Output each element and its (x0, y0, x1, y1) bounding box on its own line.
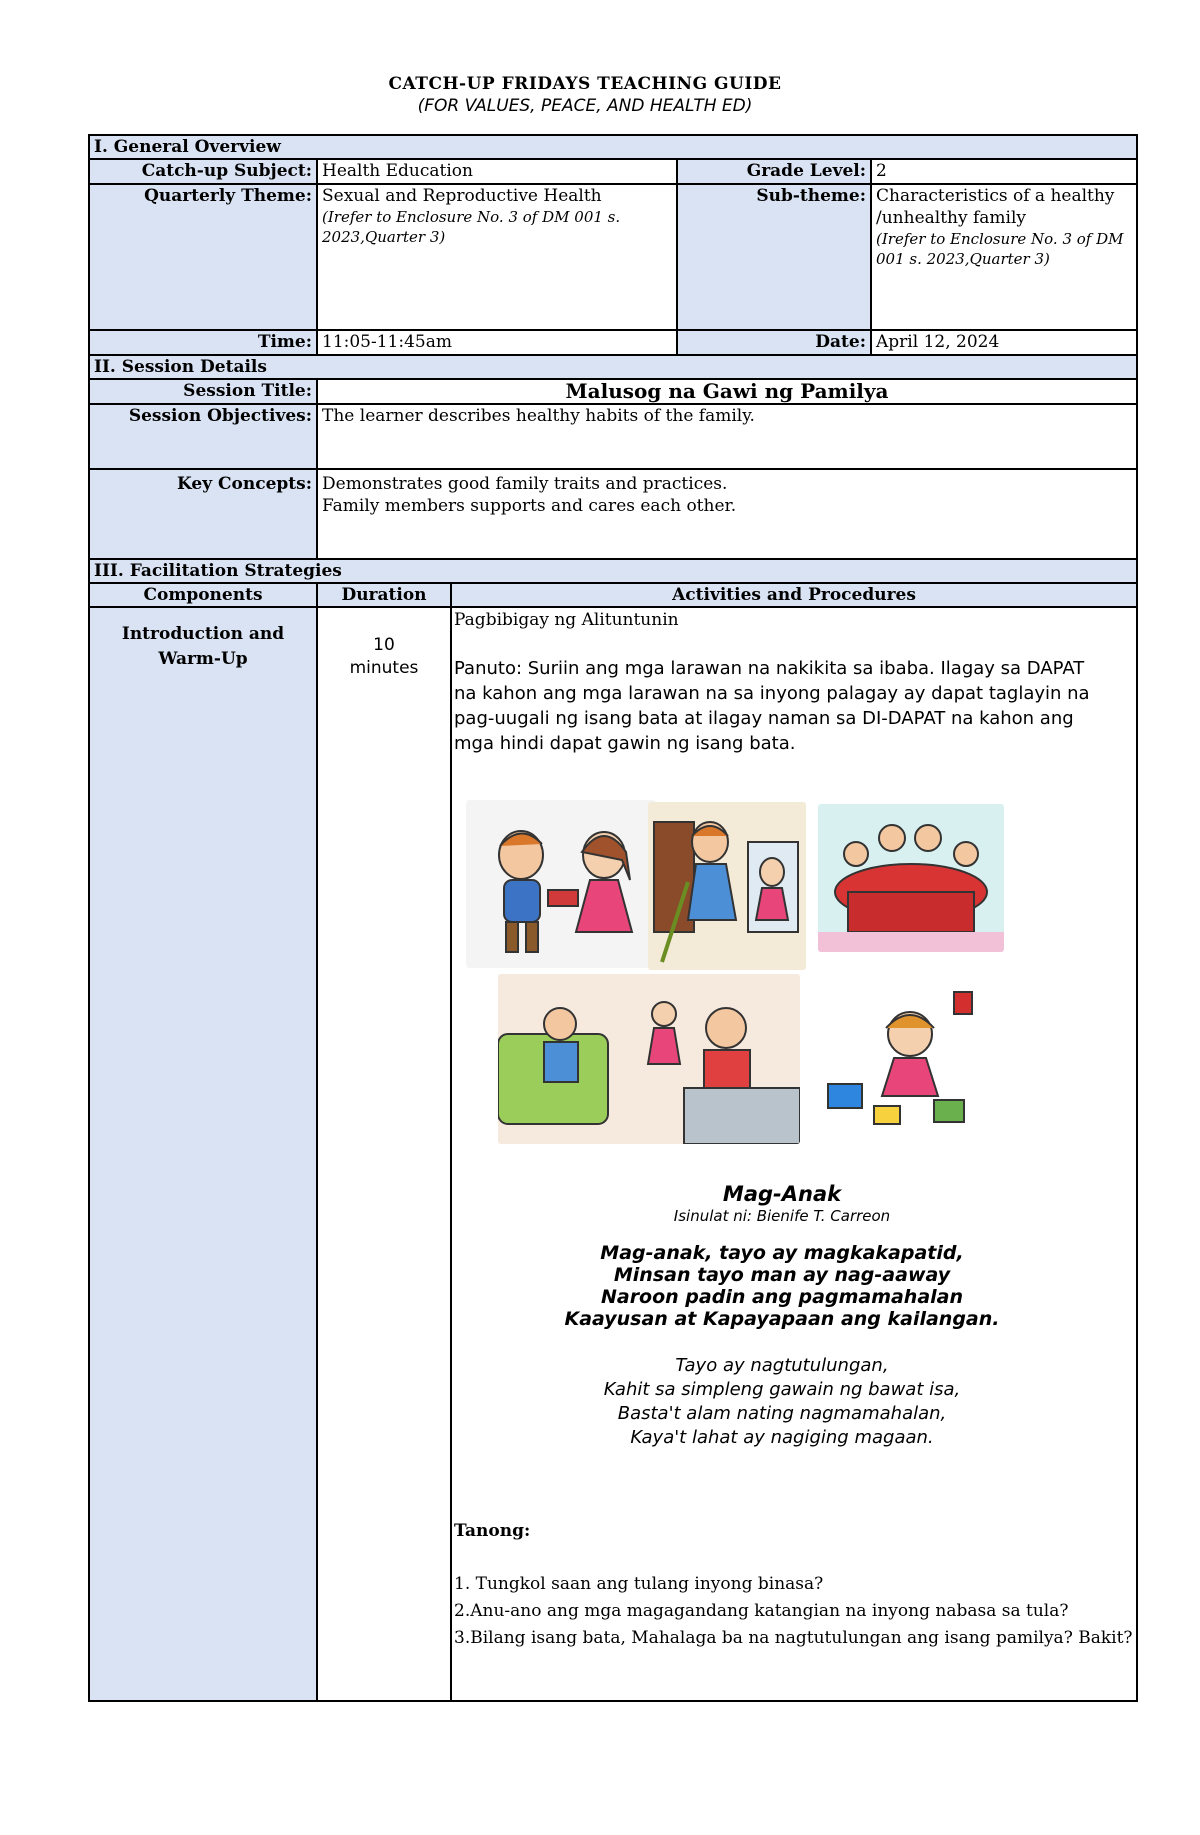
question-3: 3.Bilang isang bata, Mahalaga ba na nagtutulungan ang isang pamilya? Bakit? (454, 1628, 1133, 1648)
questions-title: Tanong: (454, 1521, 531, 1541)
document-subtitle: (FOR VALUES, PEACE, AND HEALTH ED) (417, 96, 753, 116)
time-value: 11:05-11:45am (317, 330, 677, 355)
duration-cell (317, 607, 451, 1701)
component-cell (89, 607, 317, 1701)
poem-line: Minsan tayo man ay nag-aaway (613, 1264, 951, 1286)
key-concept-2: Family members supports and cares each other. (322, 496, 737, 516)
illustration-children-fighting (466, 800, 656, 968)
key-concepts-label: Key Concepts: (89, 469, 317, 559)
key-concepts-cell (317, 469, 1137, 559)
instructions-text: Panuto: Suriin ang mga larawan na nakikita sa ibaba. Ilagay sa DAPAT na kahon ang mga larawan na sa inyong palagay ay dapat taglayin na pag-uugali ng isang bata at ilagay naman sa DI-DAPAT na kahon ang mga hindi dapat gawin ng isang bata. (454, 658, 1090, 754)
poem-line: Naroon padin ang pagmamahalan (600, 1286, 964, 1308)
col-components: Components (89, 583, 317, 607)
duration-number: 10 (373, 635, 395, 655)
poem-title: Mag-Anak (722, 1182, 842, 1206)
poem-line: Kaya't lahat ay nagiging magaan. (630, 1427, 934, 1448)
question-2: 2.Anu-ano ang mga magagandang katangian na inyong nabasa sa tula? (454, 1601, 1069, 1621)
grade-label: Grade Level: (677, 159, 871, 184)
objectives-value: The learner describes healthy habits of the family. (317, 404, 1137, 469)
activities-cell (451, 607, 1137, 1701)
objectives-label: Session Objectives: (89, 404, 317, 469)
grade-value: 2 (871, 159, 1137, 184)
document-title: CATCH-UP FRIDAYS TEACHING GUIDE (388, 74, 782, 94)
date-label: Date: (677, 330, 871, 355)
illustration-siblings-chores (498, 974, 800, 1144)
illustration-child-mopping (648, 802, 806, 970)
component-name: Introduction and Warm-Up (121, 624, 285, 669)
duration-unit: minutes (349, 658, 419, 678)
illustration-family-meal (818, 804, 1004, 952)
subtheme-note: (Irefer to Enclosure No. 3 of DM 001 s. 2023,Quarter 3) (876, 230, 1124, 268)
question-1: 1. Tungkol saan ang tulang inyong binasa? (454, 1574, 824, 1594)
poem-block (452, 1182, 1112, 1450)
subject-label: Catch-up Subject: (89, 159, 317, 184)
date-value: April 12, 2024 (871, 330, 1137, 355)
questions-block (454, 1518, 1134, 1652)
col-duration: Duration (317, 583, 451, 607)
key-concept-1: Demonstrates good family traits and practices. (322, 474, 728, 494)
section-heading-facilitation: III. Facilitation Strategies (89, 559, 1137, 583)
poem-author: Isinulat ni: Bienife T. Carreon (673, 1207, 891, 1225)
col-activities: Activities and Procedures (451, 583, 1137, 607)
poem-stanza-1 (452, 1242, 1112, 1330)
poem-line: Kaayusan at Kapayapaan ang kailangan. (564, 1308, 1000, 1330)
subtheme-label: Sub-theme: (677, 184, 871, 330)
section-heading-session: II. Session Details (89, 355, 1137, 379)
poem-line: Basta't alam nating nagmamahalan, (617, 1403, 947, 1424)
poem-stanza-2 (452, 1354, 1112, 1450)
theme-note: (Irefer to Enclosure No. 3 of DM 001 s. 2023,Quarter 3) (322, 208, 621, 246)
time-label: Time: (89, 330, 317, 355)
theme-value: Sexual and Reproductive Health (322, 186, 602, 206)
poem-line: Kahit sa simpleng gawain ng bawat isa, (603, 1379, 961, 1400)
subtheme-value: Characteristics of a healthy /unhealthy family (876, 186, 1115, 228)
teaching-guide-table (88, 134, 1138, 1702)
illustration-messy-child (814, 972, 994, 1142)
session-title-label: Session Title: (89, 379, 317, 404)
theme-label: Quarterly Theme: (89, 184, 317, 330)
subject-value: Health Education (317, 159, 677, 184)
activity-title: Pagbibigay ng Alituntunin (454, 610, 679, 630)
section-heading-general: I. General Overview (89, 135, 1137, 159)
session-title-value: Malusog na Gawi ng Pamilya (317, 379, 1137, 404)
poem-line: Tayo ay nagtutulungan, (675, 1355, 889, 1376)
poem-line: Mag-anak, tayo ay magkakapatid, (600, 1242, 964, 1264)
subtheme-cell (871, 184, 1137, 330)
theme-cell (317, 184, 677, 330)
